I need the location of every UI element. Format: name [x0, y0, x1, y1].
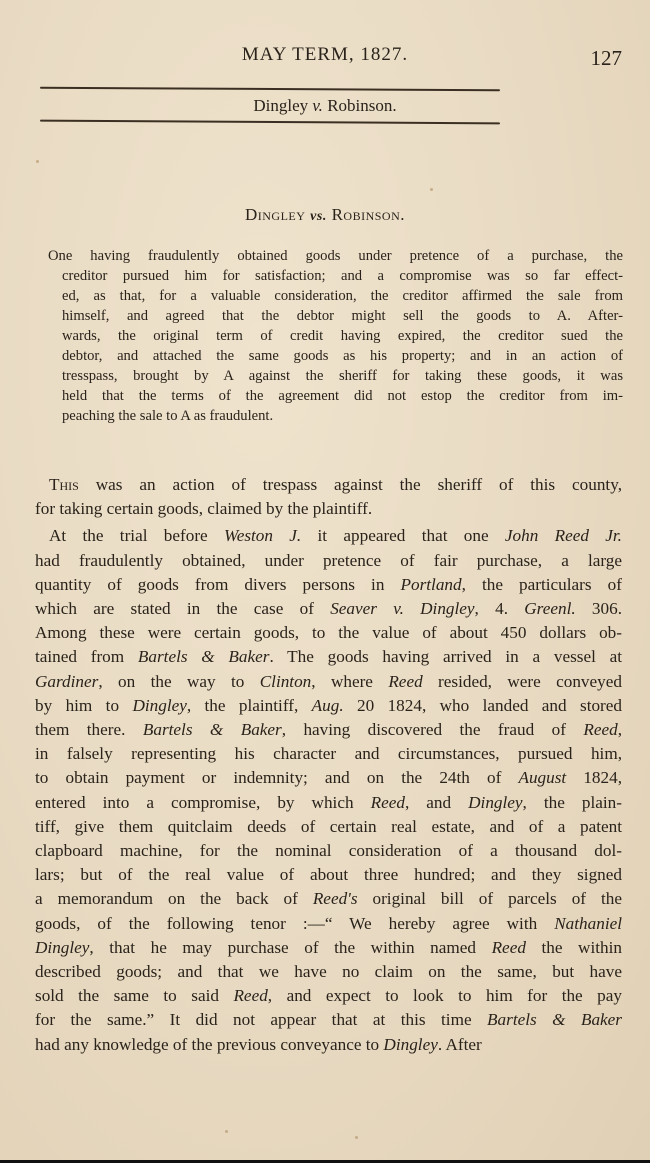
- italic-name: Gardiner: [35, 671, 99, 691]
- case-title-defendant: Robinson.: [331, 205, 406, 224]
- headnote-line: ed, as that, for a valuable consideration, the creditor affirmed the sale from: [62, 288, 623, 304]
- headnote-line: creditor pursued him for satisfaction; and a compromise was so far effect-: [62, 268, 623, 284]
- italic-name: Portland: [400, 574, 462, 594]
- body-line: tiff, give them quitclaim deeds of certain real estate, and of a patent: [35, 816, 622, 836]
- body-line: At the trial before Weston J. it appeared that one John Reed Jr.: [49, 526, 622, 546]
- italic-name: Reed: [233, 986, 268, 1006]
- body-line: by him to Dingley, the plaintiff, Aug. 20 1824, who landed and stored: [35, 695, 623, 715]
- page-number: 127: [590, 46, 622, 70]
- body-line: to obtain payment or indemnity; and on the 24th of August 1824,: [35, 768, 623, 788]
- headnote-line: One having fraudulently obtained goods under pretence of a purchase, the: [48, 248, 623, 264]
- body-line: had fraudulently obtained, under pretence of fair purchase, a large: [35, 550, 622, 570]
- headnote-line: himself, and agreed that the debtor might sell the goods to A. After-: [62, 308, 623, 324]
- italic-name: Dingley: [35, 937, 90, 957]
- italic-name: Dingley: [132, 695, 187, 715]
- italic-name: Reed's: [312, 889, 358, 909]
- party-plaintiff: Dingley: [253, 96, 309, 115]
- paper-speck: [225, 1130, 228, 1133]
- headnote-line: peaching the sale to A as fraudulent.: [62, 408, 274, 424]
- italic-name: Bartels & Baker: [137, 647, 270, 667]
- italic-name: Reed: [583, 720, 618, 740]
- header-rule-top: [40, 87, 500, 91]
- body-line: in falsely representing his character and circumstances, pursued him,: [35, 744, 622, 764]
- italic-name: August: [518, 768, 567, 788]
- italic-name: Weston J.: [223, 526, 302, 546]
- headnote-line: debtor, and attached the same goods as his property; and in an action of: [62, 348, 623, 364]
- body-line: for taking certain goods, claimed by the plaintiff.: [35, 499, 373, 519]
- italic-name: Seaver v. Dingley: [330, 599, 475, 619]
- italic-name: Dingley: [383, 1034, 438, 1054]
- body-line: Dingley, that he may purchase of the within named Reed the within: [35, 937, 622, 957]
- italic-name: Bartels & Baker: [487, 1010, 622, 1030]
- case-title-vs: vs.: [310, 209, 327, 224]
- italic-name: Reed: [388, 671, 423, 691]
- italic-name: Bartels & Baker: [142, 720, 282, 740]
- body-line: goods, of the following tenor :—“ We hereby agree with Nathaniel: [35, 913, 622, 933]
- paper-speck: [36, 160, 39, 163]
- italic-name: John Reed Jr.: [504, 526, 622, 546]
- running-head: MAY TERM, 1827.: [241, 44, 409, 65]
- running-case-name: [0, 96, 650, 116]
- italic-name: Nathaniel: [554, 913, 622, 933]
- body-line: sold the same to said Reed, and expect to look to him for the pay: [35, 986, 622, 1006]
- body-line: had any knowledge of the previous conveyance to Dingley. After: [35, 1034, 482, 1054]
- body-line: which are stated in the case of Seaver v. Dingley, 4. Greenl. 306.: [35, 599, 622, 619]
- paragraph-2: [35, 524, 622, 1056]
- header-rule-bottom: [40, 120, 500, 125]
- body-line: for the same.” It did not appear that at this time Bartels & Baker: [35, 1010, 622, 1030]
- italic-name: Reed: [491, 937, 526, 957]
- body-line: tained from Bartels & Baker. The goods having arrived in a vessel at: [35, 647, 622, 667]
- body-line: quantity of goods from divers persons in Portland, the particulars of: [35, 574, 622, 594]
- lead-word: This: [49, 475, 79, 494]
- paragraph-1: [35, 473, 622, 521]
- headnote: [48, 246, 623, 426]
- body-line: described goods; and that we have no claim on the same, but have: [35, 962, 622, 982]
- headnote-line: held that the terms of the agreement did not estop the creditor from im-: [62, 388, 623, 404]
- case-title: [0, 205, 650, 225]
- italic-name: Greenl.: [524, 599, 576, 619]
- body-line: entered into a compromise, by which Reed, and Dingley, the plain-: [35, 792, 622, 812]
- italic-name: Clinton: [259, 671, 312, 691]
- body-line: a memorandum on the back of Reed's original bill of parcels of the: [35, 889, 622, 909]
- versus: v.: [312, 96, 323, 115]
- body-line: lars; but of the real value of about three hundred; and they signed: [35, 865, 622, 885]
- italic-name: Reed: [370, 792, 405, 812]
- italic-name: Dingley: [468, 792, 523, 812]
- headnote-line: tresspass, brought by A against the sheriff for taking these goods, it was: [62, 368, 623, 384]
- body-line: Among these were certain goods, to the value of about 450 dollars ob-: [35, 623, 622, 643]
- party-defendant: Robinson.: [327, 96, 397, 115]
- body-line: This was an action of trespass against the sheriff of this county,: [49, 475, 622, 494]
- paper-speck: [355, 1136, 358, 1139]
- body-line: clapboard machine, for the nominal consideration of a thousand dol-: [35, 841, 622, 861]
- body-line: Gardiner, on the way to Clinton, where Reed resided, were conveyed: [35, 671, 622, 691]
- paper-speck: [430, 188, 433, 191]
- opinion-body: [35, 473, 622, 1057]
- body-line: them there. Bartels & Baker, having discovered the fraud of Reed,: [35, 720, 623, 740]
- headnote-line: wards, the original term of credit having expired, the creditor sued the: [62, 328, 623, 344]
- case-title-plaintiff: Dingley: [244, 205, 306, 224]
- italic-name: Aug.: [311, 695, 344, 715]
